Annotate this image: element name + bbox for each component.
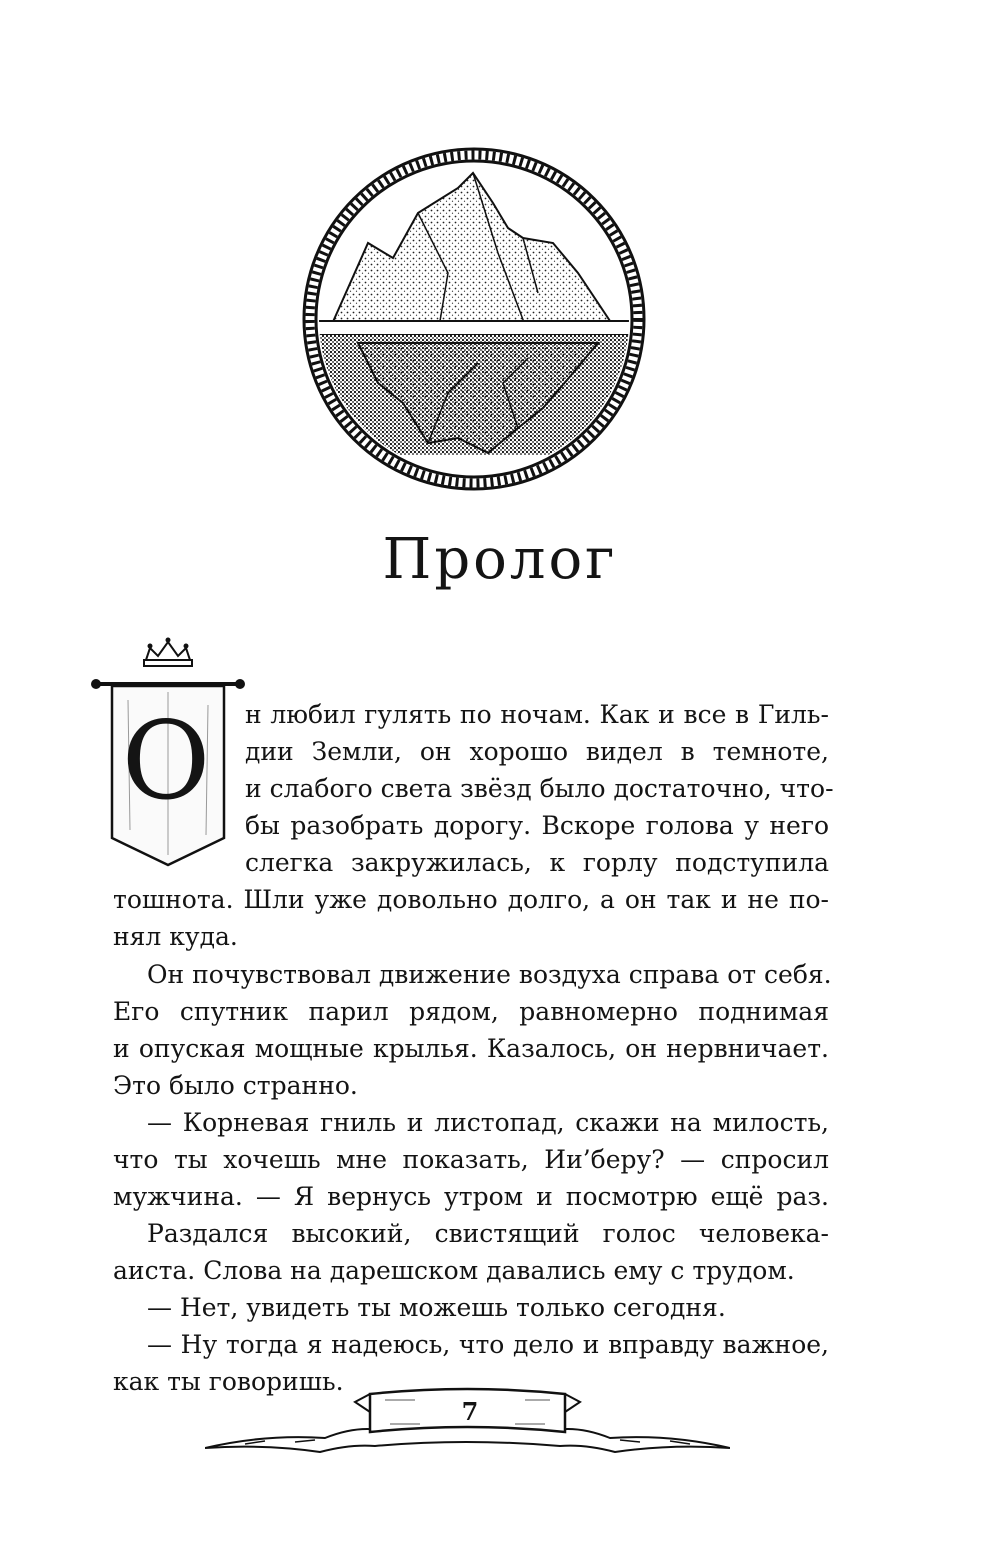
text-line: и опуская мощные крылья. Казалось, он нервничает.: [113, 1034, 829, 1063]
page-number: 7: [461, 1397, 479, 1426]
text-line: — Нет, увидеть ты можешь только сегодня.: [147, 1293, 726, 1322]
text-line: Он почувствовал движение воздуха справа от себя.: [147, 960, 832, 989]
text-line: Раздался высокий, свистящий голос человека-: [147, 1219, 829, 1248]
chapter-title: Пролог: [382, 527, 618, 592]
text-line: — Ну тогда я надеюсь, что дело и вправду важное,: [147, 1330, 829, 1359]
text-line: — Корневая гниль и листопад, скажи на милость,: [147, 1108, 829, 1137]
text-line: слегка закружилась, к горлу подступила: [245, 848, 829, 877]
text-line: дии Земли, он хорошо видел в темноте,: [245, 737, 829, 766]
drop-cap-letter: О: [121, 699, 211, 824]
text-line: мужчина. — Я вернусь утром и посмотрю ещё раз.: [113, 1182, 829, 1211]
text-line: и слабого света звёзд было достаточно, что-: [245, 774, 834, 803]
text-line: аиста. Слова на дарешском давались ему с трудом.: [113, 1256, 795, 1285]
text-line: что ты хочешь мне показать, Ии’беру? — спросил: [113, 1145, 829, 1174]
text-line: Его спутник парил рядом, равномерно поднимая: [113, 997, 829, 1026]
text-line: тошнота. Шли уже довольно долго, а он так и не по-: [113, 885, 829, 914]
text-line: н любил гулять по ночам. Как и все в Гиль-: [245, 700, 829, 729]
mountain-reflection-emblem-icon: [298, 143, 650, 495]
text-line: как ты говоришь.: [113, 1367, 344, 1396]
text-line: нял куда.: [113, 922, 238, 951]
text-line: Это было странно.: [113, 1071, 358, 1100]
text-line: бы разобрать дорогу. Вскоре голова у него: [245, 811, 829, 840]
